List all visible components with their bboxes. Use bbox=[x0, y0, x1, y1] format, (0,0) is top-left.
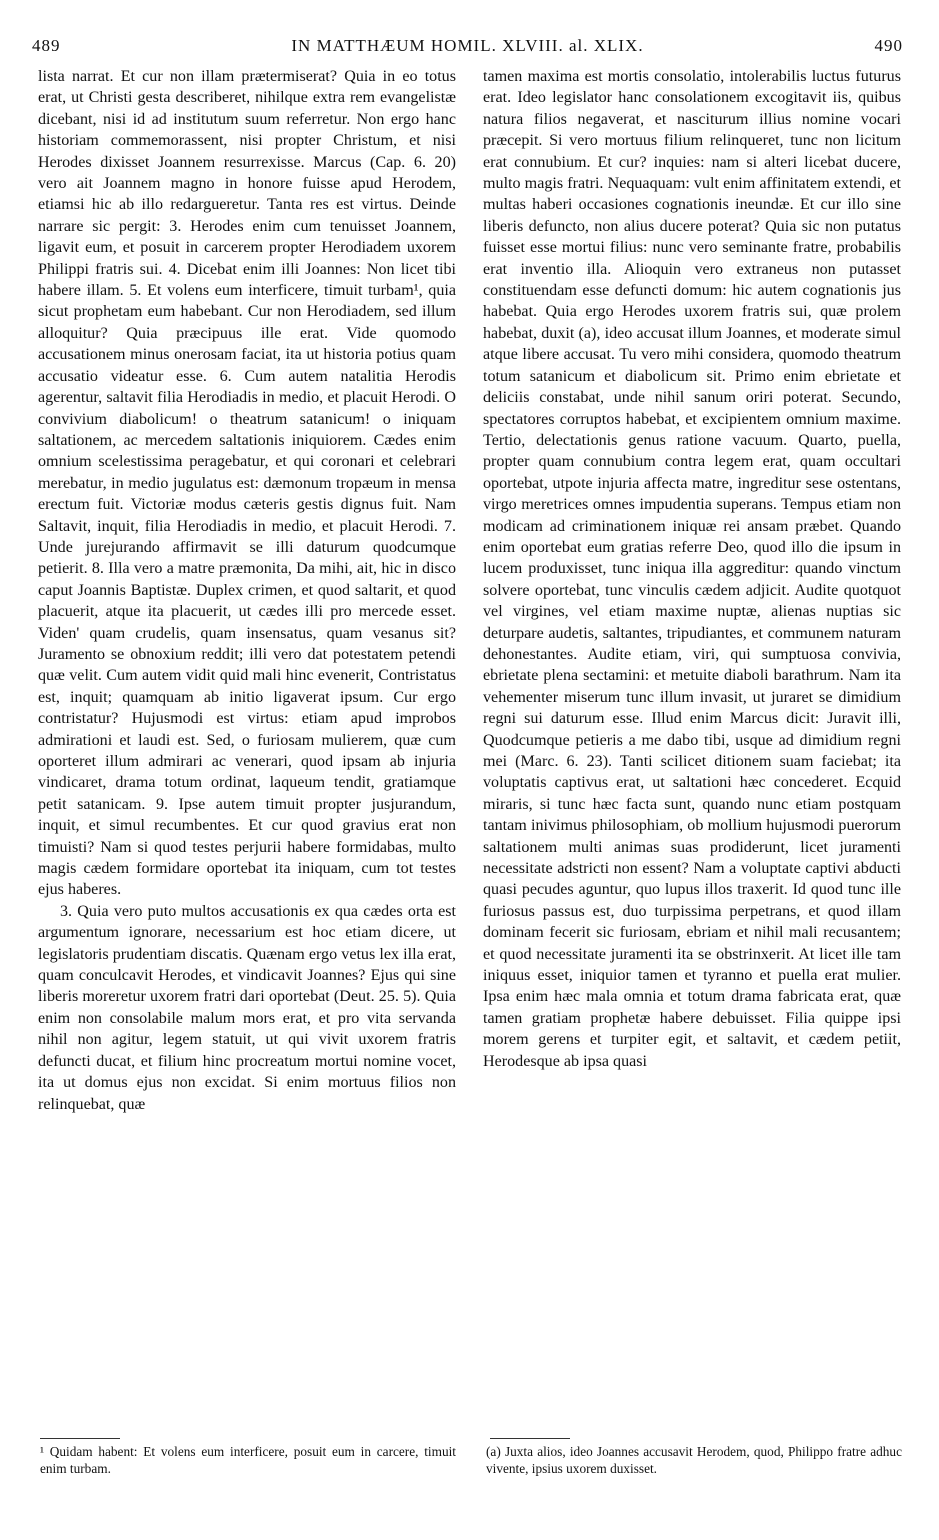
page-header bbox=[32, 36, 903, 60]
page-number-left: 489 bbox=[32, 36, 61, 55]
footnote-right: (a) Juxta alios, ideo Joannes accusavit Herodem, quod, Philippo fratre adhuc vivente, ipsius uxorem duxisset. bbox=[486, 1444, 902, 1476]
page-number-right: 490 bbox=[874, 36, 903, 55]
footnote-rule-right bbox=[490, 1438, 570, 1439]
footnote-left: ¹ Quidam habent: Et volens eum interficere, posuit eum in carcere, timuit enim turbam. bbox=[40, 1444, 456, 1476]
right-column bbox=[483, 66, 901, 1072]
left-column bbox=[38, 66, 456, 1115]
left-paragraph-1: lista narrat. Et cur non illam prætermiserat? Quia in eo totus erat, ut Christi gesta describeret, nihilque extra rem evangelistæ dicebant, nisi id ad institutum suum referretur. Non ergo hanc historiam commemorassent, nisi propter Christum, et nisi Herodes dixisset Joannem resurrexisse. Marcus (Cap. 6. 20) vero ait Joannem magno in honore fuisse apud Herodem, etiamsi hic ab illo redargueretur. Tanta res est virtus. Deinde narrare sic pergit: 3. Herodes enim cum tenuisset Joannem, ligavit eum, et posuit in carcerem propter Herodiadem uxorem Philippi fratris sui. 4. Dicebat enim illi Joannes: Non licet tibi habere illam. 5. Et volens eum interficere, timuit turbam¹, quia sicut prophetam eum habebant. Cur non Herodiadem, sed illum alloquitur? Quia præcipuus ille erat. Vide quomodo accusationem minus onerosam faciat, ita ut historia potius quam accusatio videatur esse. 6. Cum autem natalitia Herodis agerentur, saltavit filia Herodiadis in medio, et placuit Herodi. O convivium diabolicum! o theatrum satanicum! o iniquam saltationem, ac mercedem saltationis iniquiorem. Cædes enim omnium scelestissima peragebatur, et qui coronari et celebrari merebatur, in medio jugulatus est: dæmonum tropæum in mensa erectum fuit. Victoriæ modus cæteris gestis dignus fuit. Nam Saltavit, inquit, filia Herodiadis in medio, et placuit Herodi. 7. Unde jurejurando affirmavit se illi daturum quodcumque petierit. 8. Illa vero a matre præmonita, Da mihi, ait, hic in disco caput Joannis Baptistæ. Duplex crimen, et quod saltarit, et quod placuerit, atque ita placuerit, ut cædes illi pro mercede esset. Viden' quam crudelis, quam insensatus, quam vesanus sit? Juramento se obnoxium reddit; illi vero dat potestatem petendi quæ velit. Cum autem vidit quid mali hinc evenerit, Contristatus est, inquit; quamquam ab initio ligaverat ipsum. Cur ergo contristatur? Hujusmodi est virtus: etiam apud improbos admirationi et laudi est. Sed, o furiosam mulierem, quæ cum oporteret illum admirari ac venerari, quod ipsam ab injuria vindicaret, drama totum ordinat, laqueum tendit, gratiamque petit satanicam. 9. Ipse autem timuit propter jusjurandum, inquit, et simul recumbentes. Et cur quod gravius erat non timuisti? Nam si quod testes perjurii habere formidabas, multo magis cædem formidare oportebat ita iniquam, cum tot testes ejus haberes. bbox=[38, 68, 456, 899]
footnote-rule-left bbox=[40, 1438, 120, 1439]
left-paragraph-2: 3. Quia vero puto multos accusationis ex qua cædes orta est argumentum ignorare, necessarium est hoc etiam dicere, ut legislatoris prudentiam discatis. Quænam ergo vetus lex illa erat, quam conculcavit Herodes, et vindicavit Joannes? Ejus qui sine liberis moreretur uxorem fratri dari oportebat (Deut. 25. 5). Quia enim non consolabile malum mors erat, et pro vita servanda nihil non agitur, legem statuit, ut qui vivit uxorem fratris defuncti ducat, et filium hinc procreatum mortui nomine vocet, ita ut domus ejus non excidat. Si enim mortuus filios non relinquebat, quæ bbox=[38, 902, 456, 1113]
right-paragraph-1: tamen maxima est mortis consolatio, intolerabilis luctus futurus erat. Ideo legislator hanc consolationem excogitavit iis, quibus natura filios negaverat, et nasciturum illius nomine vocari præcepit. Si vero mortuus filium relinqueret, tunc non licitum erat connubium. Et cur? inquies: nam si alteri licebat ducere, multo magis fratri. Nequaquam: vult enim affinitatem extendi, et multas haberi occasiones cognationis ineundæ. Et cur illo sine liberis defuncto, non alius ducere poterat? Quia sic non putatus fuisset esse mortui filius: nunc vero seminante fratre, probabilis erat inventio illa. Alioquin vero extraneus non putasset constituendam esse defuncti domum: hic autem cognationis jus habebat. Quia ergo Herodes uxorem fratris sui, quæ prolem habebat, duxit (a), ideo accusat illum Joannes, et moderate simul atque libere accusat. Tu vero mihi considera, quomodo theatrum totum satanicum et diabolicum sit. Primo enim ebrietate et deliciis constabat, unde nihil sanum oriri poterat. Secundo, spectatores corruptos habebat, et excipientem omnium maxime. Tertio, delectationis genus ratione vacuum. Quarto, puella, propter quam connubium contra legem erat, quam occultari oportebat, utpote injuria affecta matre, ingreditur sese ostentans, virgo meretrices omnes impudentia superans. Tempus etiam non modicam ad criminationem iniquæ rei ansam præbet. Quando enim oportebat eum gratias referre Deo, quod illo die ipsum in lucem produxisset, tunc iniqua illa aggreditur: quando vinctum solvere oportebat, tunc vinculis cædem adjicit. Audite quotquot vel virgines, vel etiam maxime nuptæ, alienas nuptias sic deturpare audetis, saltantes, tripudiantes, et communem naturam dehonestantes. Audite etiam, viri, qui sumptuosa convivia, ebrietate plena sectamini: et metuite diaboli barathrum. Nam ita vehementer miserum tunc illum invasit, ut juraret se dimidium regni sui daturum esse. Illud enim Marcus dicit: Juravit illi, Quodcumque petieris a me dabo tibi, usque ad dimidium regni mei (Marc. 6. 23). Tanti scilicet ditionem suam faciebat; ita voluptatis captivus erat, ut saltationi hæc concederet. Ecquid miraris, si tunc hæc facta sunt, quando nunc etiam postquam tantam inivimus philosophiam, ob mollium hujusmodi puerorum saltationem multi animas suas prodiderunt, licet juramenti necessitate adstricti non essent? Nam a voluptate captivi abducti quasi pecudes aguntur, quo lupus illos traxerit. Id quod tunc ille furiosus passus est, duo turpissima perpetrans, et quod illam dominam fecerit sic furiosam, ebriam et nihil mali recusantem; et quod necessitate juramenti ita se obstrinxerit. At licet ille tam iniquus esset, iniquior tamen et tyranno et puella erat mulier. Ipsa enim hæc mala omnia et totum drama fabricata erat, quæ tamen gratiam prophetæ habere debuisset. Filia quippe ipsi morem gerens et turpiter egit, et saltavit, et cædem petiit, Herodesque ab ipsa quasi bbox=[483, 68, 901, 1070]
running-title: IN MATTHÆUM HOMIL. XLVIII. al. XLIX. bbox=[291, 36, 644, 55]
